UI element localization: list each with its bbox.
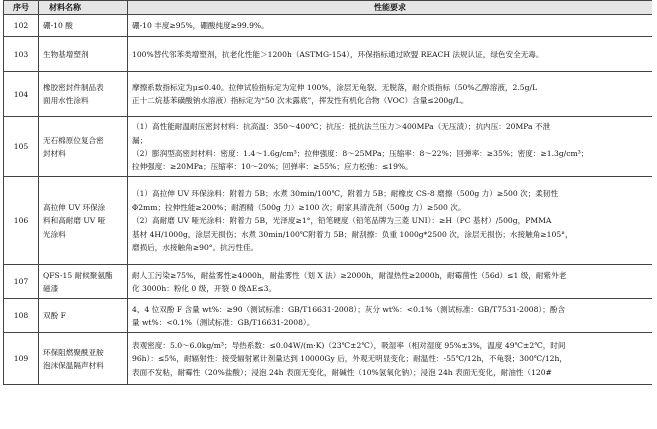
requirement-line: 漏； — [132, 135, 148, 145]
table-row — [4, 15, 653, 37]
material-name-cell — [39, 265, 128, 299]
material-spec-table — [3, 0, 652, 385]
material-name-line: 料和高耐磨 UV 哑 — [43, 216, 106, 226]
performance-requirement-cell — [128, 37, 653, 72]
material-name-cell — [39, 299, 128, 333]
requirement-line: 基材 4H/1000g，涂层无损伤；水煮 30min/100℃附着力 5B；耐刮擦：负重 1000g*2500 次，涂层无损伤；水接触角≥105°， — [132, 229, 573, 239]
material-name-line: 封材料 — [43, 148, 66, 158]
material-name-cell — [39, 333, 128, 385]
requirement-line: 正十二烷基苯磺酸钠水溶液）指标定为“50 次未露底”，挥发性有机化合物（VOC）含量≤200g/L。 — [132, 96, 469, 106]
table-header-row — [4, 1, 653, 15]
row-number: 107 — [4, 265, 39, 299]
performance-requirement-cell — [128, 15, 653, 37]
material-name-line: 无石棉原位复合密 — [43, 135, 104, 145]
requirement-line: 磨损后，水接触角≥90°。抗污性佳。 — [132, 243, 259, 253]
material-name-line: 橡胶密封件制品表 — [43, 83, 104, 92]
material-name-line: QFS-15 耐候聚氨酯 — [43, 270, 113, 280]
row-number: 109 — [4, 333, 39, 385]
performance-requirement-cell — [128, 117, 653, 177]
requirement-line: 硼-10 丰度≥95%，硼酸纯度≥99.9%。 — [132, 21, 269, 31]
material-name-line: 硼-10 酸 — [43, 21, 73, 31]
table-row — [4, 72, 653, 117]
requirement-line: 拉伸强度：≥20MPa；压缩率：10～20%；回弹率：≥55%；应力松弛：≤19%。 — [132, 162, 413, 172]
requirement-line: （1）高性能耐温耐压密封材料：抗高温：350～400℃；抗压：抵抗法兰压力＞400MPa（无压渍）；抗内压：20MPa 不泄 — [132, 122, 551, 132]
material-name-line: 双酚 F — [43, 311, 66, 321]
material-name-line: 磁漆 — [43, 283, 59, 293]
performance-requirement-cell — [128, 72, 653, 117]
material-name-cell — [39, 117, 128, 177]
requirement-line: 耐人工污染≥75%，耐盐雾性≥4000h，耐盐雾性（划 X 法）≥2000h，耐湿热性≥2000h，耐霉菌性（56d）≤1 级，耐紫外老 — [132, 270, 567, 280]
material-name-line: 面用水性涂料 — [43, 96, 89, 106]
performance-requirement-cell — [128, 265, 653, 299]
requirement-line: 表面不发粘，耐霉性（20%盐酸）；浸泡 24h 表面无变化，耐碱性（10%氢氧化钠）；浸泡 24h 表面无变化，耐油性（120# — [132, 367, 552, 377]
requirement-line: 化 3000h：粉化 0 级，开裂 0 级ΔE≤3。 — [132, 283, 277, 293]
table-row — [4, 265, 653, 299]
table-row — [4, 37, 653, 72]
requirement-line: （2）膨润型高密封材料：密度：1.4～1.6g/cm³；拉伸强度：8～25MPa；压缩率：8～22%；回弹率：≥35%；密度：≥1.3g/cm³； — [132, 148, 589, 158]
material-name-cell — [39, 177, 128, 265]
row-number: 104 — [4, 72, 39, 117]
header-performance-requirements: 性能要求 — [128, 1, 653, 15]
row-number: 102 — [4, 15, 39, 37]
material-name-line: 泡沫保温隔声材料 — [43, 360, 104, 370]
requirement-line: 4，4 位双酚 F 含量 wt%：≥90（测试标准：GB/T16631-2008）；灰分 wt%：<0.1%（测试标准：GB/T7531-2008）；酚含 — [132, 304, 566, 314]
requirement-line: 摩擦系数指标定为μ≤0.40。拉伸试验指标定为定伸 100%，涂层无龟裂、无脱落，耐介质指标（50%乙醇溶液，2.5g/L — [132, 83, 538, 92]
requirement-line: （2）高耐磨 UV 哑光涂料：附着力 5B，光泽度≥1°，铅笔硬度（铅笔品牌为三菱 UNI）：≥H（PC 基材）/500g，PMMA — [132, 216, 552, 226]
requirement-line: （1）高拉伸 UV 环保涂料：附着力 5B；水煮 30min/100℃，附着力 5B；耐橡皮 CS-8 磨擦（500g 力）≥500 次；柔韧性 — [132, 189, 559, 199]
row-number: 103 — [4, 37, 39, 72]
table-row — [4, 299, 653, 333]
row-number: 106 — [4, 177, 39, 265]
material-name-line: 环保阻燃聚酰亚胺 — [43, 347, 104, 357]
table-row — [4, 177, 653, 265]
header-no: 序号 — [4, 1, 39, 15]
material-name-line: 高拉伸 UV 环保涂 — [43, 202, 106, 212]
performance-requirement-cell — [128, 299, 653, 333]
spec-table-container — [3, 0, 652, 429]
material-name-cell — [39, 37, 128, 72]
requirement-line: 100%替代邻苯类增塑剂，抗老化性能＞1200h（ASTMG-154），环保指标通过欧盟 REACH 法规认证，绿色安全无毒。 — [132, 49, 544, 59]
material-name-line: 生物基增塑剂 — [43, 49, 89, 59]
requirement-line: 96h）：≤5%，耐辐射性：接受辐射累计剂量达到 10000Gy 后，外观无明显变化；耐温性：-55℃/12h，不龟裂；300℃/12h， — [132, 354, 567, 364]
requirement-line: 表观密度：5.0～6.0kg/m³；导热系数：≤0.04W/(m·K)（23℃±2℃），吸湿率（相对湿度 95%±3%，温度 49℃±2℃，时间 — [132, 340, 566, 350]
requirement-line: Φ2mm；拉伸性能≥200%；耐酒精（500g 力）≥100 次；耐家具清洗剂（500g 力）≥500 次。 — [132, 202, 466, 212]
table-row — [4, 333, 653, 385]
material-name-line: 光涂料 — [43, 229, 66, 239]
material-name-cell — [39, 15, 128, 37]
performance-requirement-cell — [128, 177, 653, 265]
requirement-line: 量 wt%：<0.1%（测试标准：GB/T16631-2008）。 — [132, 317, 315, 327]
table-row — [4, 117, 653, 177]
header-material-name: 材料名称 — [39, 1, 128, 15]
material-name-cell — [39, 72, 128, 117]
row-number: 105 — [4, 117, 39, 177]
row-number: 108 — [4, 299, 39, 333]
performance-requirement-cell — [128, 333, 653, 385]
